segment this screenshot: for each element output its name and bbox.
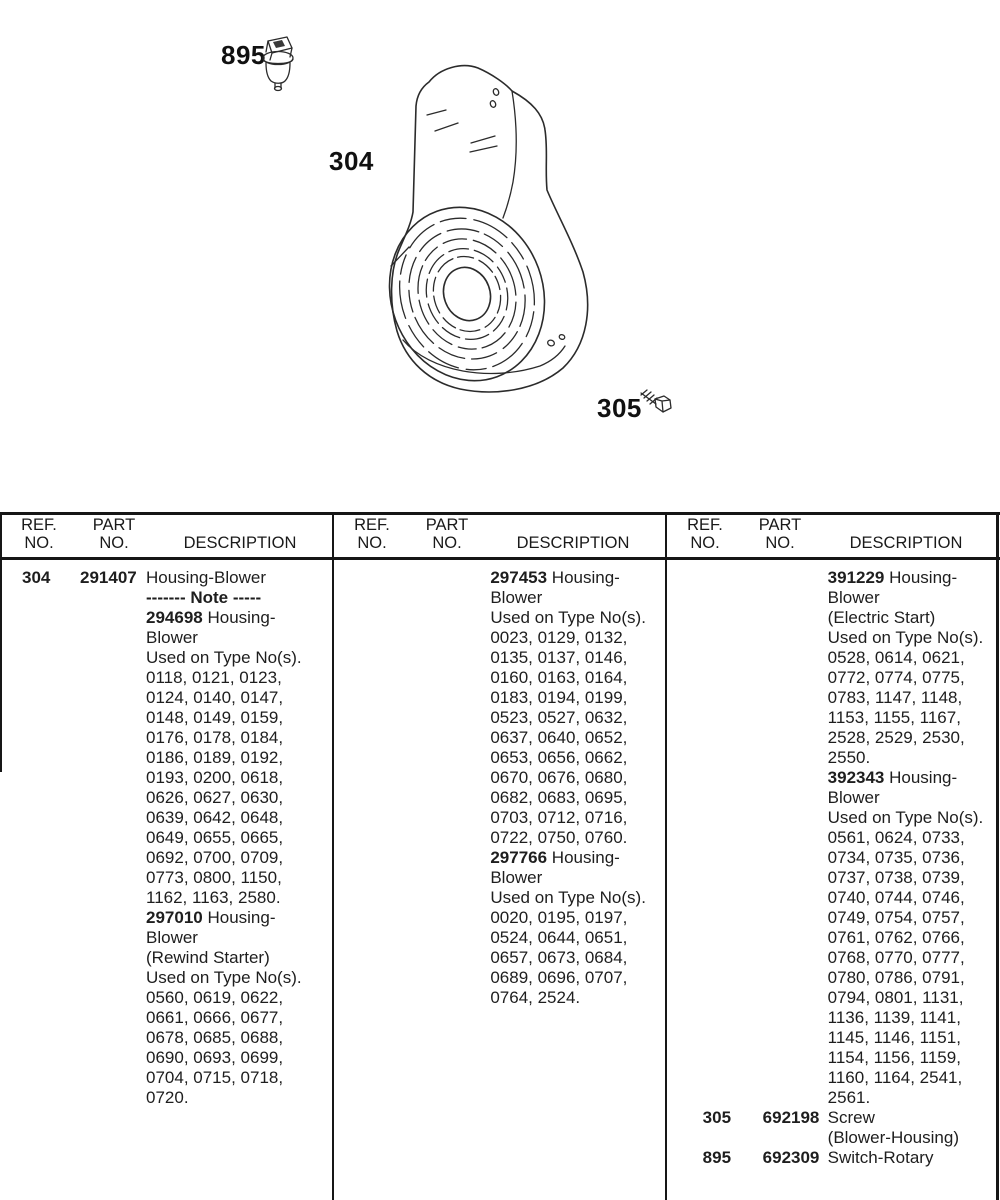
ref-label-305-text: 305 bbox=[597, 393, 642, 423]
description-line: 0020, 0195, 0197, bbox=[490, 908, 628, 927]
ref-label-305 bbox=[597, 393, 642, 424]
description-line: 1154, 1156, 1159, bbox=[827, 1048, 961, 1067]
parts-column-2 bbox=[333, 568, 666, 1168]
description-line: (Electric Start) bbox=[827, 608, 936, 627]
description-line: 0737, 0738, 0739, bbox=[827, 868, 965, 887]
description-line: 0186, 0189, 0192, bbox=[146, 748, 284, 767]
description-line: 0783, 1147, 1148, bbox=[827, 688, 963, 707]
ref-no-cell: 895 bbox=[702, 1148, 732, 1167]
description-line: 1162, 1163, 2580. bbox=[146, 888, 281, 907]
description-line: 0689, 0696, 0707, bbox=[490, 968, 628, 987]
description-line: 1153, 1155, 1167, bbox=[827, 708, 961, 727]
description-line: 0678, 0685, 0688, bbox=[146, 1028, 284, 1047]
parts-column-1 bbox=[0, 568, 333, 1168]
description-line: 0637, 0640, 0652, bbox=[490, 728, 628, 747]
ref-no-cell: 305 bbox=[702, 1108, 732, 1127]
description-line: Blower bbox=[146, 928, 198, 947]
ref-no-cell: 304 bbox=[22, 568, 51, 587]
description-line: 0661, 0666, 0677, bbox=[146, 1008, 284, 1027]
description-line: 0023, 0129, 0132, bbox=[490, 628, 628, 647]
header-part-no-3: PART NO. bbox=[758, 516, 802, 552]
description-line: Screw bbox=[827, 1108, 875, 1127]
description-line: 0690, 0693, 0699, bbox=[146, 1048, 284, 1067]
header-ref-no-2: REF. NO. bbox=[354, 516, 390, 552]
description-line: 0160, 0163, 0164, bbox=[490, 668, 628, 687]
header-description-3: DESCRIPTION bbox=[849, 534, 963, 552]
part-no-cell: 692198 bbox=[762, 1108, 820, 1127]
description-line: 0560, 0619, 0622, bbox=[146, 988, 284, 1007]
description-line: 0193, 0200, 0618, bbox=[146, 768, 284, 787]
description-line: Used on Type No(s). bbox=[827, 628, 984, 647]
ref-label-895-text: 895 bbox=[221, 40, 266, 70]
parts-table-body bbox=[0, 568, 1000, 1168]
description-cell bbox=[828, 1148, 1000, 1168]
description-line: 0722, 0750, 0760. bbox=[490, 828, 628, 847]
description-line: Used on Type No(s). bbox=[146, 648, 302, 667]
description-line: 0523, 0527, 0632, bbox=[490, 708, 628, 727]
description-line: 0148, 0149, 0159, bbox=[146, 708, 284, 727]
table-entry bbox=[667, 1148, 1000, 1168]
description-line: Used on Type No(s). bbox=[490, 608, 646, 627]
description-line: 0761, 0762, 0766, bbox=[827, 928, 965, 947]
description-line: 0768, 0770, 0777, bbox=[827, 948, 965, 967]
description-line: Blower bbox=[490, 868, 543, 887]
description-cell bbox=[828, 1108, 1000, 1148]
header-description-1: DESCRIPTION bbox=[183, 534, 297, 552]
description-line: 0135, 0137, 0146, bbox=[490, 648, 628, 667]
table-entry bbox=[667, 568, 1000, 1108]
description-line: 0524, 0644, 0651, bbox=[490, 928, 628, 947]
description-line: (Rewind Starter) bbox=[146, 948, 270, 967]
part-no-cell bbox=[763, 568, 828, 1108]
part-no-cell bbox=[425, 568, 490, 1008]
parts-column-3 bbox=[667, 568, 1000, 1168]
description-line: 297766 Housing- bbox=[490, 848, 620, 867]
description-line: 0528, 0614, 0621, bbox=[827, 648, 965, 667]
table-top-border bbox=[0, 512, 1000, 515]
description-line: 0176, 0178, 0184, bbox=[146, 728, 284, 747]
description-line: 0682, 0683, 0695, bbox=[490, 788, 628, 807]
description-line: 2550. bbox=[827, 748, 871, 767]
description-line: 392343 Housing- bbox=[827, 768, 958, 787]
screw-icon bbox=[637, 385, 675, 421]
description-line: 0649, 0655, 0665, bbox=[146, 828, 284, 847]
description-line: 0626, 0627, 0630, bbox=[146, 788, 284, 807]
description-line: 2561. bbox=[827, 1088, 871, 1107]
description-line: (Blower-Housing) bbox=[827, 1128, 959, 1147]
description-line: Housing-Blower bbox=[146, 568, 266, 587]
part-no-cell: 291407 bbox=[80, 568, 137, 587]
description-line: 0670, 0676, 0680, bbox=[490, 768, 628, 787]
description-line: 0772, 0774, 0775, bbox=[827, 668, 965, 687]
rotary-switch-icon bbox=[256, 34, 300, 92]
header-description-2: DESCRIPTION bbox=[516, 534, 630, 552]
description-line: Used on Type No(s). bbox=[146, 968, 302, 987]
header-part-no-1: PART NO. bbox=[92, 516, 136, 552]
part-no-cell: 692309 bbox=[762, 1148, 820, 1167]
description-line: 0720. bbox=[146, 1088, 189, 1107]
description-line: Blower bbox=[827, 788, 880, 807]
description-line: Blower bbox=[146, 628, 198, 647]
description-line: 0653, 0656, 0662, bbox=[490, 748, 628, 767]
header-part-no-2: PART NO. bbox=[425, 516, 469, 552]
description-line: 1160, 1164, 2541, bbox=[827, 1068, 963, 1087]
description-cell bbox=[490, 568, 666, 1008]
description-line: 297453 Housing- bbox=[490, 568, 620, 587]
description-line: 0794, 0801, 1131, bbox=[827, 988, 964, 1007]
description-line: Blower bbox=[827, 588, 880, 607]
description-line: 0764, 2524. bbox=[490, 988, 581, 1007]
description-cell bbox=[146, 568, 333, 1108]
description-line: ------- Note ----- bbox=[146, 588, 262, 607]
table-header-separator bbox=[0, 557, 1000, 560]
description-line: 0561, 0624, 0733, bbox=[827, 828, 965, 847]
description-line: 0639, 0642, 0648, bbox=[146, 808, 284, 827]
description-line: Used on Type No(s). bbox=[827, 808, 984, 827]
description-line: 0734, 0735, 0736, bbox=[827, 848, 965, 867]
diagram-section bbox=[0, 0, 1000, 512]
description-line: 294698 Housing- bbox=[146, 608, 276, 627]
table-entry bbox=[667, 1108, 1000, 1148]
description-line: 0124, 0140, 0147, bbox=[146, 688, 284, 707]
description-line: 391229 Housing- bbox=[827, 568, 958, 587]
description-line: 1136, 1139, 1141, bbox=[827, 1008, 961, 1027]
description-line: Blower bbox=[490, 588, 543, 607]
description-line: Used on Type No(s). bbox=[490, 888, 646, 907]
description-line: 0183, 0194, 0199, bbox=[490, 688, 628, 707]
table-entry bbox=[0, 568, 333, 1108]
ref-no-cell bbox=[367, 568, 425, 1008]
table-entry bbox=[333, 568, 666, 1008]
description-line: 2528, 2529, 2530, bbox=[827, 728, 965, 747]
description-line: 0749, 0754, 0757, bbox=[827, 908, 965, 927]
description-line: 0118, 0121, 0123, bbox=[146, 668, 282, 687]
description-line: Switch-Rotary bbox=[827, 1148, 934, 1167]
header-ref-no-1: REF. NO. bbox=[21, 516, 57, 552]
description-line: 297010 Housing- bbox=[146, 908, 276, 927]
description-line: 0740, 0744, 0746, bbox=[827, 888, 965, 907]
ref-label-304-text: 304 bbox=[329, 146, 374, 176]
description-line: 0773, 0800, 1150, bbox=[146, 868, 282, 887]
ref-label-304 bbox=[329, 146, 374, 177]
description-cell bbox=[828, 568, 1000, 1108]
description-line: 0704, 0715, 0718, bbox=[146, 1068, 284, 1087]
description-line: 0780, 0786, 0791, bbox=[827, 968, 965, 987]
header-ref-no-3: REF. NO. bbox=[687, 516, 723, 552]
description-line: 0692, 0700, 0709, bbox=[146, 848, 284, 867]
description-line: 0703, 0712, 0716, bbox=[490, 808, 628, 827]
description-line: 1145, 1146, 1151, bbox=[827, 1028, 961, 1047]
ref-no-cell bbox=[703, 568, 763, 1108]
blower-housing-illustration-icon bbox=[380, 55, 600, 400]
description-line: 0657, 0673, 0684, bbox=[490, 948, 628, 967]
